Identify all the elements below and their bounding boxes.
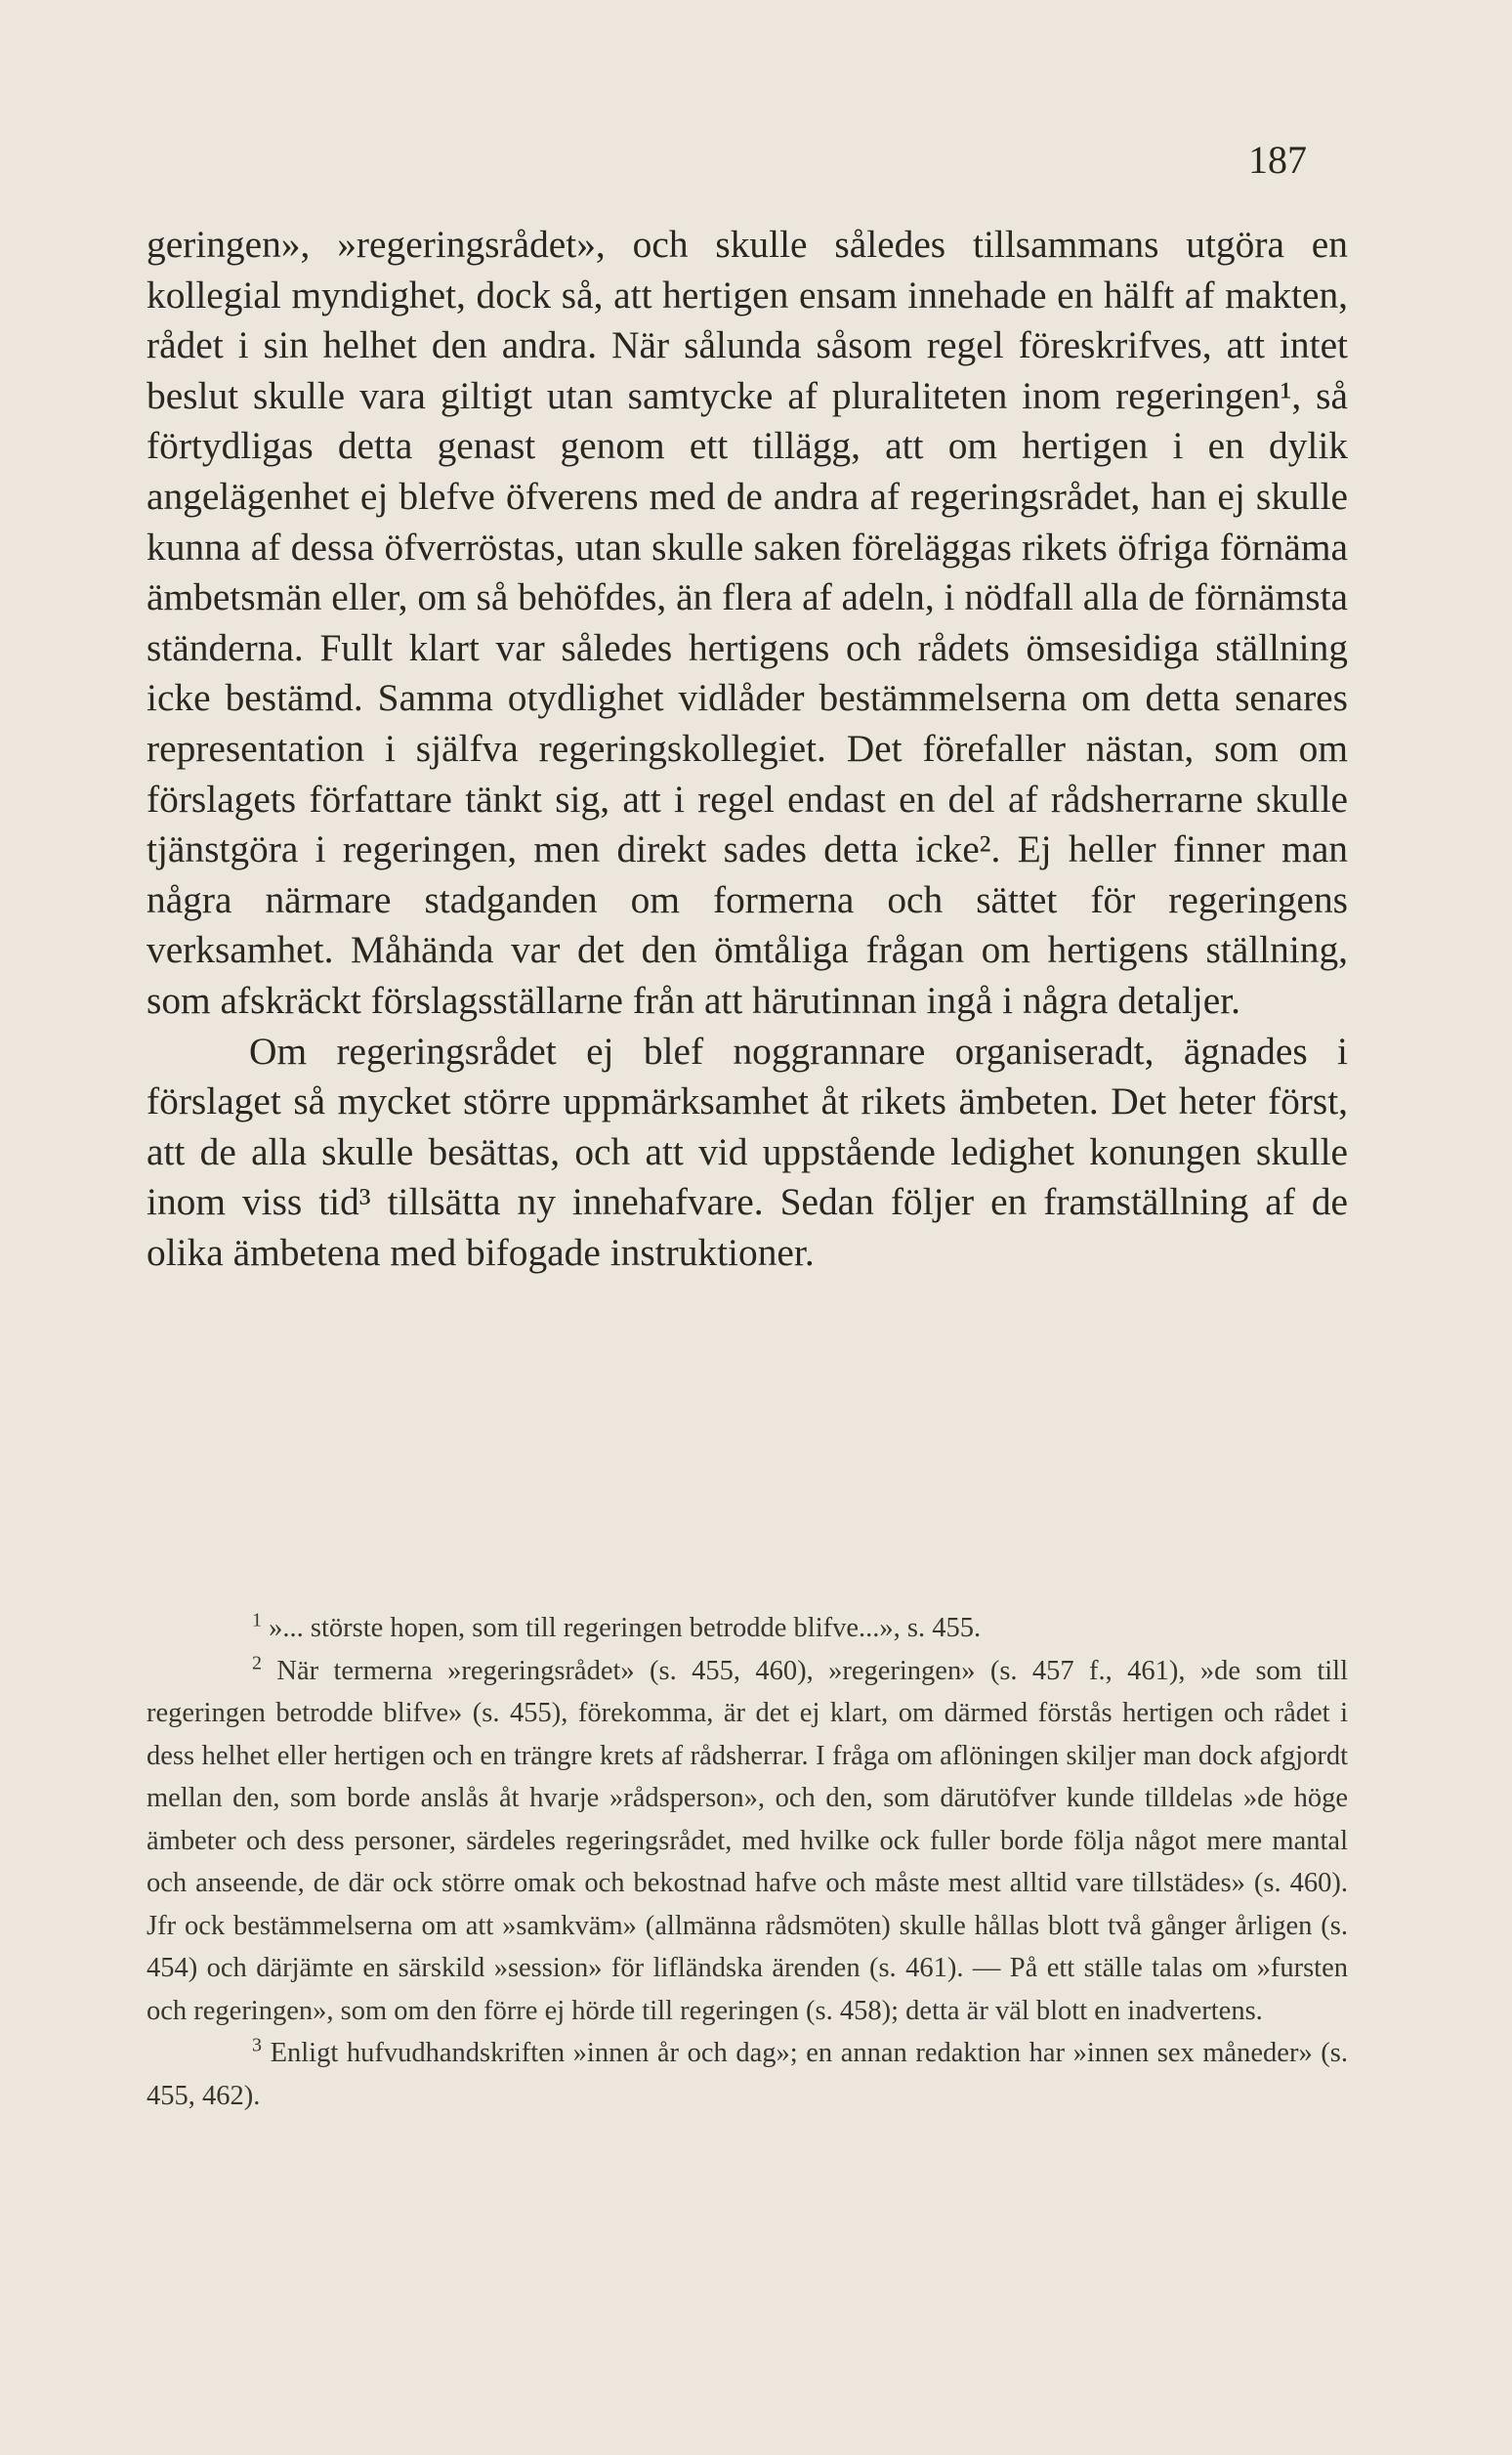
paragraph: geringen», »regeringsrådet», och skulle således tillsammans utgöra en kollegial myndighet, dock så, att hertigen ensam innehade en hälft af makten, rådet i sin helhet den andra. När sålunda såsom regel föreskrifves, att intet beslut skulle vara giltigt utan samtycke af pluraliteten inom regeringen¹, så förtydligas detta genast genom ett tillägg, att om hertigen i en dylik angelägenhet ej blefve öfverens med de andra af regeringsrådet, han ej skulle kunna af dessa öfverröstas, utan skulle saken föreläggas rikets öfriga förnäma ämbetsmän eller, om så behöfdes, än flera af adeln, i nödfall alla de förnämsta ständerna. Fullt klart var således hertigens och rådets ömsesidiga ställning icke bestämd. Samma otydlighet vidlåder bestämmelserna om detta senares representation i själfva regeringskollegiet. Det förefaller nästan, som om förslagets författare tänkt sig, att i regel endast en del af rådsherrarne skulle tjänstgöra i regeringen, men direkt sades detta icke². Ej heller finner man några närmare stadganden om formerna och sättet för regeringens verksamhet. Måhända var det den ömtåliga frågan om hertigens ställning, som afskräckt förslagsställarne från att härutinnan ingå i några detaljer.: [147, 223, 1348, 1022]
footnote-text: Enligt hufvudhandskriften »innen år och dag»; en annan redaktion har »innen sex måneder» (s. 455, 462).: [147, 2038, 1348, 2111]
paragraph: Om regeringsrådet ej blef noggrannare organiseradt, ägnades i förslaget så mycket större uppmärksamhet åt rikets ämbeten. Det heter först, att de alla skulle besättas, och att vid uppstående ledighet konungen skulle inom viss tid³ tillsätta ny innehafvare. Sedan följer en framställning af de olika ämbetena med bifogade instruktioner.: [147, 1029, 1348, 1274]
footnote-1: [147, 1607, 1348, 1650]
footnote-marker: 3: [252, 2034, 262, 2056]
footnote-text: »... störste hopen, som till regeringen betrodde blifve...», s. 455.: [269, 1613, 982, 1643]
footnote-2: [147, 1650, 1348, 2033]
footnote-marker: 1: [252, 1609, 262, 1631]
footnote-3: [147, 2032, 1348, 2117]
page-number: 187: [1248, 138, 1307, 182]
footnote-text: När termerna »regeringsrådet» (s. 455, 460), »regeringen» (s. 457 f., 461), »de som till regeringen betrodde blifve» (s. 455), förekomma, är det ej klart, om därmed förstås hertigen och rådet i dess helhet eller hertigen och en trängre krets af rådsherrar. I fråga om aflöningen skiljer man dock afgjordt mellan den, som borde anslås åt hvarje »rådsperson», och den, som därutöfver kunde tilldelas »de höge ämbeter och dess personer, särdeles regeringsrådet, med hvilke ock fuller borde följa något mere mantal och anseende, de där ock större omak och bekostnad hafve och måste mest alltid vare tillstädes» (s. 460). Jfr ock bestämmelserna om att »samkväm» (allmänna rådsmöten) skulle hållas blott två gånger årligen (s. 454) och därjämte en särskild »session» för lifländska ärenden (s. 461). — På ett ställe talas om »fursten och regeringen», som om den förre ej hörde till regeringen (s. 458); detta är väl blott en inadvertens.: [147, 1655, 1349, 2026]
footnotes-section: [147, 1607, 1348, 2117]
footnote-marker: 2: [252, 1652, 262, 1673]
body-text: [147, 220, 1348, 1278]
